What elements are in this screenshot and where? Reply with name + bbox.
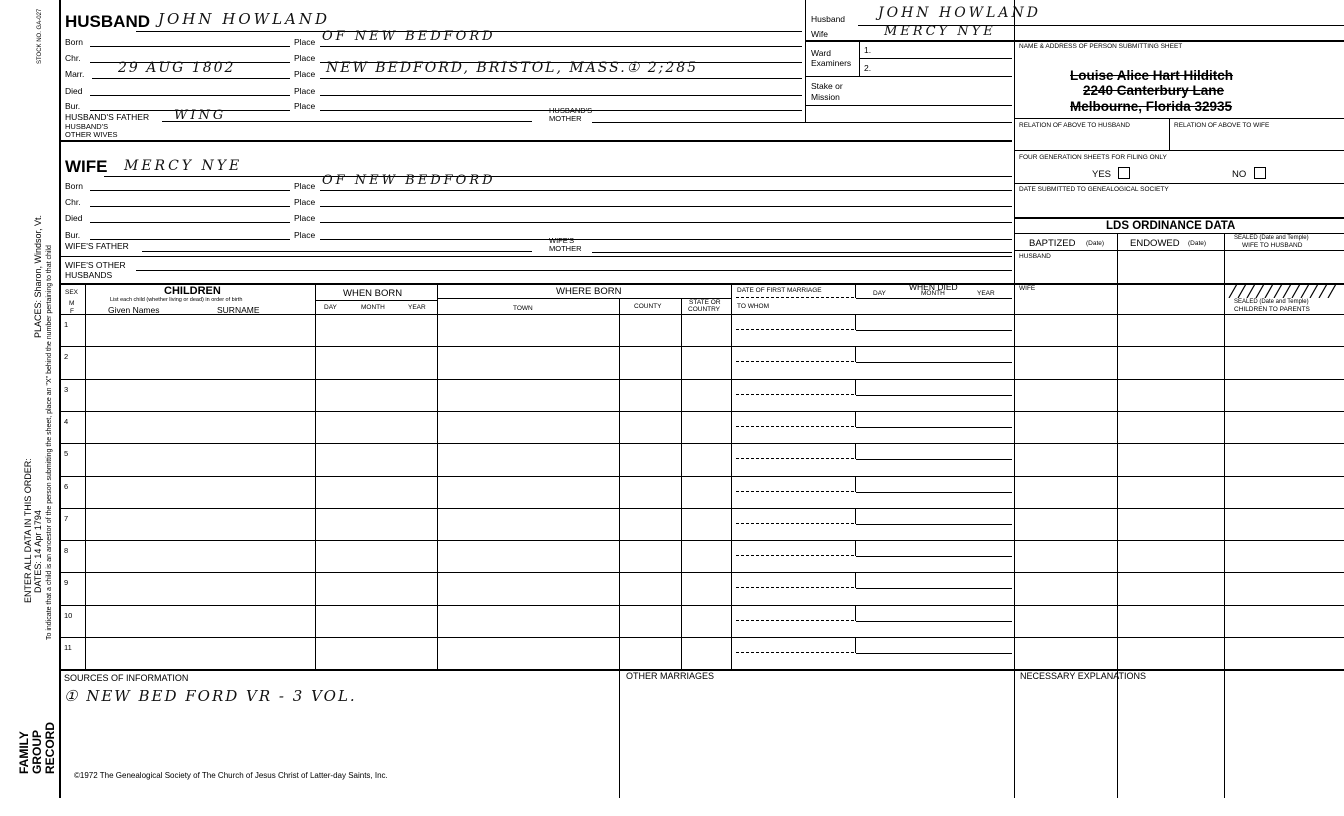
child-died-line — [856, 427, 1012, 428]
relation-bottom — [1015, 150, 1344, 151]
wife-died-place-label: Place — [294, 213, 316, 223]
children-label: CHILDREN — [164, 285, 221, 297]
sex-m-label: M — [69, 300, 75, 307]
county-label: COUNTY — [634, 303, 662, 310]
child-row-number: 9 — [64, 578, 69, 588]
lds-header-bottom — [1015, 250, 1344, 251]
sealed-children-label-1: SEALED (Date and Temple) — [1234, 299, 1309, 305]
child-died-tick — [855, 346, 856, 362]
child-marriage-divider — [736, 555, 854, 556]
ancestor-instruction: To indicate that a child is an ancestor of the person submitting the sheet, place an "X" behind the number pertaining to that child — [46, 245, 53, 640]
child-died-tick — [855, 605, 856, 621]
wife-chr-date-line — [90, 206, 290, 207]
header-died-line — [856, 298, 1012, 299]
child-row-divider — [60, 637, 1344, 638]
husband-father-label: HUSBAND'S FATHER — [65, 112, 150, 122]
husband-chr-place-label: Place — [294, 53, 316, 63]
wife-bur-place-line — [320, 239, 1012, 240]
sources-label: SOURCES OF INFORMATION — [64, 673, 189, 683]
child-died-tick — [855, 379, 856, 395]
wife-chr-place-label: Place — [294, 197, 316, 207]
husband-marr-label: Marr. — [65, 69, 85, 79]
child-row-divider — [60, 605, 1344, 606]
no-checkbox[interactable] — [1254, 167, 1266, 179]
child-died-line — [856, 556, 1012, 557]
state-label-2: COUNTRY — [688, 306, 721, 313]
wife-mother-label-1: WIFE'S — [549, 236, 575, 245]
where-born-label: WHERE BORN — [556, 286, 622, 297]
col-divider-sex — [85, 284, 86, 669]
child-died-line — [856, 653, 1012, 654]
wife-other-husbands-line — [136, 270, 1012, 271]
child-row-divider — [60, 508, 1344, 509]
dates-note: DATES: 14 Apr 1794 — [33, 510, 43, 593]
lds-title: LDS ORDINANCE DATA — [1106, 220, 1236, 232]
husband-name[interactable]: JOHN HOWLAND — [158, 10, 331, 28]
wife-bur-label: Bur. — [65, 230, 81, 240]
husband-died-place-label: Place — [294, 86, 316, 96]
husband-mother-line — [592, 122, 1012, 123]
when-born-label: WHEN BORN — [343, 288, 403, 299]
child-died-tick — [855, 443, 856, 459]
examiner-1-line — [859, 58, 1012, 59]
child-marriage-divider — [736, 587, 854, 588]
form-title-line1: FAMILY — [17, 731, 31, 774]
stake-bottom-line — [806, 105, 1012, 106]
husband-bur-label: Bur. — [65, 101, 81, 111]
when-born-underline — [315, 300, 437, 301]
wife-heading: WIFE — [65, 157, 108, 176]
husband-born-date-line — [90, 46, 290, 47]
form-title-line3: RECORD — [43, 721, 57, 774]
child-died-line — [856, 459, 1012, 460]
header-marriage-dash — [736, 297, 854, 298]
husband-mother-label-1: HUSBAND'S — [549, 106, 593, 115]
sealed-hatch — [1225, 284, 1343, 298]
other-marriages-label: OTHER MARRIAGES — [626, 671, 715, 681]
date-submitted-label: DATE SUBMITTED TO GENEALOGICAL SOCIETY — [1019, 186, 1169, 193]
born-day-label: DAY — [324, 304, 337, 311]
ward-label: Ward — [811, 48, 831, 58]
husband-other-wives-label-2: OTHER WIVES — [65, 130, 118, 139]
husband-died-place-line — [320, 95, 802, 96]
wife-died-date-line — [90, 222, 290, 223]
baptized-label: BAPTIZED — [1029, 238, 1076, 249]
submitter-name: Louise Alice Hart Hilditch — [1070, 68, 1234, 83]
examiner-2-label: 2. — [864, 63, 872, 73]
child-marriage-divider — [736, 620, 854, 621]
header-wife-value[interactable]: MERCY NYE — [884, 24, 996, 39]
child-died-line — [856, 395, 1012, 396]
husband-marr-date[interactable]: 29 AUG 1802 — [118, 60, 236, 76]
stock-number: STOCK NO. GA-027 — [37, 8, 43, 64]
table-header-bottom — [60, 314, 1344, 315]
where-born-underline — [437, 298, 731, 299]
wife-chr-place-line — [320, 206, 1012, 207]
surname-label: SURNAME — [217, 305, 260, 315]
child-row-number: 1 — [64, 320, 69, 329]
husband-section-bottom — [60, 140, 1012, 142]
sex-f-label: F — [70, 308, 74, 315]
child-row-divider — [60, 572, 1344, 573]
child-row-number: 11 — [64, 643, 72, 652]
enter-data-order: ENTER ALL DATA IN THIS ORDER: — [23, 458, 33, 603]
children-note: List each child (whether living or dead) in order of birth — [110, 297, 243, 303]
form-title-line2: GROUP — [30, 729, 44, 774]
child-row-number: 10 — [64, 610, 73, 620]
wife-born-date-line — [90, 190, 290, 191]
wife-chr-label: Chr. — [65, 197, 81, 207]
child-row-number: 4 — [64, 416, 69, 426]
husband-marr-place-line — [320, 78, 802, 79]
wife-mother-label-2: MOTHER — [549, 244, 582, 253]
wife-bur-place-label: Place — [294, 230, 316, 240]
col-divider-state — [731, 284, 732, 669]
child-marriage-divider — [736, 523, 854, 524]
stake-label-2: Mission — [811, 92, 840, 102]
col-divider-county — [681, 298, 682, 669]
form-left-border — [59, 0, 61, 798]
header-wife-line — [806, 40, 1344, 42]
four-gen-bottom — [1015, 183, 1344, 184]
born-year-label: YEAR — [408, 304, 426, 311]
date-submitted-bottom — [1015, 217, 1344, 219]
town-label: TOWN — [513, 305, 533, 312]
wife-name[interactable]: MERCY NYE — [124, 158, 243, 174]
child-died-tick — [855, 508, 856, 524]
husband-born-place-label: Place — [294, 37, 316, 47]
husband-died-date-line — [90, 95, 290, 96]
child-died-tick — [855, 637, 856, 653]
child-marriage-divider — [736, 394, 854, 395]
relation-divider — [1169, 118, 1170, 150]
sex-label: SEX — [65, 289, 79, 296]
given-names-label: Given Names — [108, 305, 160, 315]
header-wife-label: Wife — [811, 29, 828, 39]
sources-text[interactable]: ① NEW BED FORD VR - 3 VOL. — [64, 687, 357, 705]
child-died-tick — [855, 476, 856, 492]
endowed-label: ENDOWED — [1130, 238, 1180, 249]
husband-born-place[interactable]: OF NEW BEDFORD — [322, 29, 496, 44]
examiners-label: Examiners — [811, 58, 852, 68]
child-marriage-divider — [736, 426, 854, 427]
child-marriage-divider — [736, 329, 854, 330]
wife-name-line — [104, 176, 1012, 177]
child-row-divider — [60, 411, 1344, 412]
husband-mother-label-2: MOTHER — [549, 114, 582, 123]
wife-section-bottom — [60, 283, 1344, 285]
child-row-number: 2 — [64, 352, 69, 362]
child-died-tick — [855, 314, 856, 330]
lds-title-bottom — [1015, 233, 1344, 234]
wife-bur-date-line — [90, 239, 290, 240]
husband-marr-date-line — [92, 78, 290, 79]
endowed-date-label: (Date) — [1188, 240, 1207, 247]
submitter-bottom — [1015, 118, 1344, 119]
born-month-label: MONTH — [361, 304, 385, 311]
wife-father-label: WIFE'S FATHER — [65, 241, 129, 251]
col-divider-town — [619, 298, 620, 669]
lds-wife-label: WIFE — [1019, 285, 1036, 292]
husband-father[interactable]: WING — [174, 108, 227, 123]
state-label-1: STATE OR — [689, 299, 721, 306]
child-died-line — [856, 524, 1012, 525]
examiner-2-line — [806, 76, 1012, 77]
child-died-line — [856, 588, 1012, 589]
wife-born-place[interactable]: OF NEW BEDFORD — [322, 173, 496, 188]
four-gen-label: FOUR GENERATION SHEETS FOR FILING ONLY — [1019, 154, 1167, 161]
husband-heading: HUSBAND — [65, 12, 150, 31]
col-divider-name — [315, 284, 316, 669]
stake-label-1: Stake or — [811, 81, 843, 91]
examiner-1-label: 1. — [864, 45, 872, 55]
bottom-divider — [619, 669, 620, 798]
wife-other-husbands-label-2: HUSBANDS — [65, 270, 113, 280]
child-died-tick — [855, 572, 856, 588]
husband-chr-label: Chr. — [65, 53, 81, 63]
first-marriage-label: DATE OF FIRST MARRIAGE — [737, 287, 822, 294]
form-right-panel-divider — [1014, 0, 1015, 798]
husband-other-wives-label-1: HUSBAND'S — [65, 122, 109, 131]
wife-born-label: Born — [65, 181, 83, 191]
wife-other-husbands-label-1: WIFE'S OTHER — [65, 260, 126, 270]
child-row-divider — [60, 443, 1344, 444]
child-died-line — [856, 621, 1012, 622]
col-divider-born — [437, 284, 438, 669]
child-row-number: 7 — [64, 513, 69, 523]
submitter-city: Melbourne, Florida 32935 — [1070, 99, 1233, 114]
child-died-tick — [855, 411, 856, 427]
child-row-number: 6 — [64, 481, 69, 491]
lds-husband-label: HUSBAND — [1019, 253, 1051, 260]
necessary-explanations-label: NECESSARY EXPLANATIONS — [1020, 671, 1147, 681]
wife-parents-bottom — [60, 256, 1012, 257]
child-died-tick — [855, 540, 856, 556]
wife-father-line — [142, 251, 532, 252]
submitter-label: NAME & ADDRESS OF PERSON SUBMITTING SHEET — [1019, 43, 1183, 50]
submitter-street: 2240 Canterbury Lane — [1083, 83, 1225, 98]
relation-to-wife-label: RELATION OF ABOVE TO WIFE — [1174, 122, 1270, 129]
child-row-divider — [60, 379, 1344, 380]
header-husband-value[interactable]: JOHN HOWLAND — [878, 5, 1041, 21]
lds-col-divider-2 — [1224, 233, 1225, 798]
died-year-label: YEAR — [977, 290, 995, 297]
sealed-children-label-2: CHILDREN TO PARENTS — [1234, 306, 1310, 313]
lds-col-divider-1 — [1117, 233, 1118, 798]
child-died-line — [856, 492, 1012, 493]
husband-born-place-line — [320, 46, 802, 47]
wife-born-place-line — [320, 190, 1012, 191]
wife-mother-line — [592, 252, 1012, 253]
wife-died-label: Died — [65, 213, 83, 223]
husband-bur-place-label: Place — [294, 101, 316, 111]
child-row-number: 3 — [64, 384, 69, 394]
no-label: NO — [1232, 169, 1247, 180]
yes-checkbox[interactable] — [1118, 167, 1130, 179]
wife-born-place-label: Place — [294, 181, 316, 191]
wife-died-place-line — [320, 222, 1012, 223]
died-month-label: MONTH — [921, 290, 945, 297]
child-died-line — [856, 330, 1012, 331]
died-day-label: DAY — [873, 290, 886, 297]
when-died-label: WHEN DIED — [909, 282, 958, 292]
col-divider-died-header — [855, 284, 856, 298]
header-divider — [805, 0, 806, 122]
relation-to-husband-label: RELATION OF ABOVE TO HUSBAND — [1019, 122, 1130, 129]
child-marriage-divider — [736, 458, 854, 459]
yes-label: YES — [1092, 169, 1112, 180]
to-whom-label: TO WHOM — [737, 303, 770, 310]
child-died-line — [856, 362, 1012, 363]
child-row-divider — [60, 476, 1344, 477]
child-row-number: 8 — [64, 546, 69, 556]
sealed-wife-label-2: WIFE TO HUSBAND — [1242, 242, 1303, 249]
child-row-number: 5 — [64, 449, 69, 459]
husband-died-label: Died — [65, 86, 83, 96]
husband-marr-place-label: Place — [294, 69, 316, 79]
examiners-divider — [859, 41, 860, 77]
baptized-date-label: (Date) — [1086, 240, 1105, 247]
child-row-divider — [60, 346, 1344, 347]
copyright-notice: ©1972 The Genealogical Society of The Church of Jesus Christ of Latter-day Saints, Inc. — [74, 771, 388, 780]
child-marriage-divider — [736, 652, 854, 653]
child-marriage-divider — [736, 361, 854, 362]
header-husband-label: Husband — [811, 14, 846, 24]
husband-marr-place[interactable]: NEW BEDFORD, BRISTOL, MASS.① 2;285 — [326, 60, 699, 76]
sealed-wife-label-1: SEALED (Date and Temple) — [1234, 235, 1309, 241]
child-marriage-divider — [736, 491, 854, 492]
child-row-divider — [60, 540, 1344, 541]
places-note: PLACES: Sharon, Windsor, Vt. — [33, 214, 43, 338]
husband-born-label: Born — [65, 37, 83, 47]
